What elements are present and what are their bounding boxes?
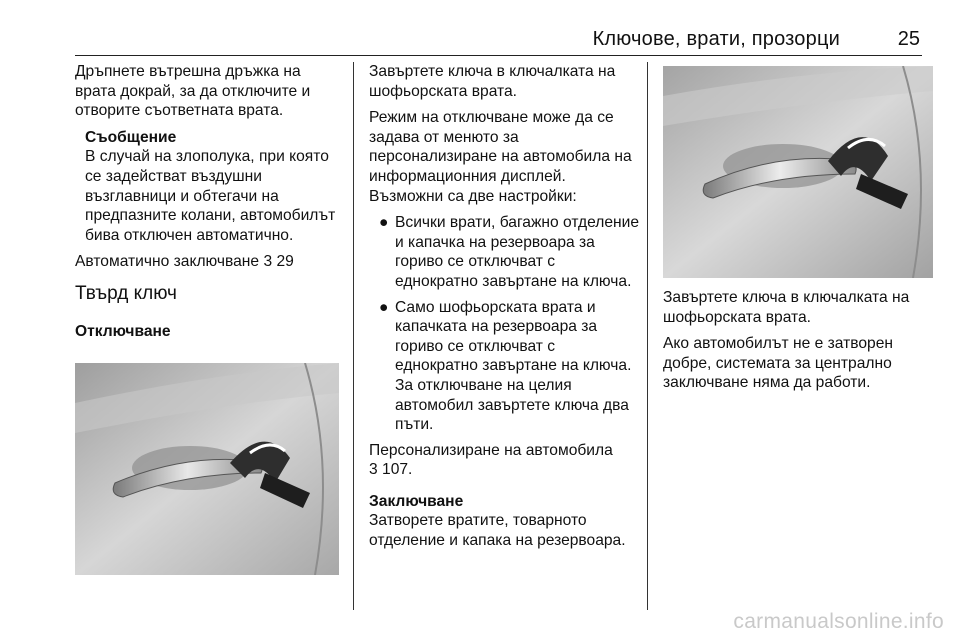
auto-lock-reference: [75, 252, 343, 272]
bullet-icon: ●: [379, 214, 389, 232]
note-body: В случай на злополука, при която се задействат въздушни възглавници и обтегачи на предпазните колани, автомобилът бива отключен автоматично.: [85, 148, 336, 244]
personalization-label: Персонализиране на автомобила: [369, 441, 613, 459]
list-item-text: Само шофьорската врата и капачката на резервоара за гориво се отключват с еднократно завъртане на ключа. За отключване на целия автомобил завъртете ключа два пъти.: [395, 298, 632, 434]
page-header-title: Ключове, врати, прозорци: [592, 28, 840, 50]
unlock-mode-paragraph: Режим на отключване може да се задава от менюто за персонализиране на автомобила на информационния дисплей. Възможни са две настройки:: [369, 109, 632, 205]
section-heading: Твърд ключ: [75, 282, 177, 304]
column-left: [75, 62, 343, 341]
personalization-reference: [369, 441, 639, 480]
unlock-instruction: Завъртете ключа в ключалката на шофьорската врата.: [369, 63, 616, 100]
column-divider: [647, 62, 648, 610]
list-item-text: Всички врати, багажно отделение и капачка на резервоара за гориво се отключват с еднократно завъртане на ключа.: [395, 214, 639, 290]
auto-lock-page: 29: [276, 253, 294, 271]
bullet-list: [369, 213, 639, 435]
unlock-instruction: Завъртете ключа в ключалката на шофьорската врата.: [663, 289, 910, 326]
lock-heading: Заключване: [369, 492, 464, 510]
central-lock-warning: Ако автомобилът не е затворен добре, системата за централно заключване няма да работи.: [663, 335, 893, 392]
list-item: [369, 298, 639, 435]
door-key-svg: [75, 363, 339, 575]
door-key-svg: [663, 66, 933, 278]
lock-body: Затворете вратите, товарното отделение и капака на резервоара.: [369, 512, 626, 550]
personalization-page: 107.: [382, 461, 413, 479]
subsection-heading: Отключване: [75, 322, 171, 340]
intro-paragraph: Дръпнете вътрешна дръжка на врата докрай, за да отключите и отворите съответната врата.: [75, 63, 311, 120]
column-right: [663, 288, 931, 400]
list-item: [369, 213, 639, 291]
header-rule: [75, 55, 922, 56]
page-number: 25: [897, 28, 920, 50]
ref-arrow-icon: 3: [369, 461, 378, 479]
bullet-icon: ●: [379, 298, 389, 316]
watermark: carmanualsonline.info: [733, 610, 944, 633]
column-divider: [353, 62, 354, 610]
column-middle: [369, 62, 639, 558]
ref-arrow-icon: 3: [263, 253, 273, 271]
auto-lock-label: Автоматично заключване: [75, 253, 260, 271]
note-heading: Съобщение: [85, 128, 177, 146]
door-handle-key-illustration: [75, 363, 339, 575]
note-box: [75, 128, 343, 246]
door-handle-key-illustration: [663, 66, 933, 278]
